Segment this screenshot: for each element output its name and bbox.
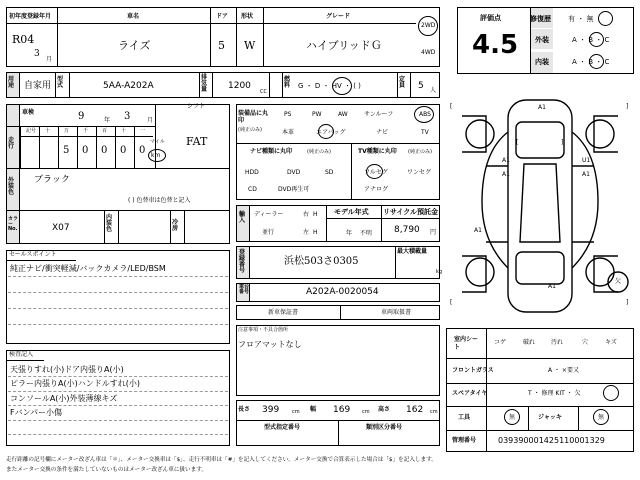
import-left-h: H: [313, 229, 318, 236]
tv-fullseg: フルセグ: [364, 169, 388, 176]
spare-tire-value: T ・ 修理 KIT ・ 欠: [528, 390, 581, 397]
mileage-digit-label: 千: [83, 128, 89, 134]
length-label: 長さ: [238, 406, 251, 413]
reg-month: 3: [34, 49, 40, 59]
equip-ps: PS: [284, 111, 292, 118]
class-label: 類別区分番号: [366, 424, 403, 431]
doors-label: ドア: [216, 13, 228, 20]
jack-label: ジャッキ: [538, 414, 562, 421]
tv-analog: アナログ: [364, 186, 389, 193]
equip-navi: ナビ: [376, 129, 389, 136]
color-no-label: カラーNo.: [8, 216, 19, 232]
mileage-digit: 0: [120, 145, 127, 156]
equip-tv: TV: [421, 129, 429, 136]
equip-leather: 本革: [282, 129, 295, 136]
import-label: 輸入: [239, 211, 246, 224]
mileage-digit-label: 十: [121, 128, 127, 134]
interior-seat-label: 室内シート: [454, 336, 479, 352]
footer-line-2: またメーター交換の条件を満たしていないものはメーター改ざん車に扱います。: [6, 467, 207, 473]
height-label: 高さ: [378, 406, 391, 413]
shift-value: FAT: [186, 135, 208, 148]
mile-unit: マイル: [150, 139, 165, 145]
height-unit: cm: [430, 409, 438, 415]
seat-burn: コゲ: [494, 339, 507, 346]
equip-pw: PW: [312, 111, 322, 118]
length-value: 399: [262, 405, 280, 415]
grade-value: ハイブリッドＧ: [306, 39, 382, 52]
drive-4wd: 4WD: [421, 49, 436, 56]
row2-box: [6, 72, 440, 98]
repair-options: 有 ・ 無: [568, 15, 594, 23]
mileage-digit-label: 一: [140, 128, 146, 134]
manual: 車両取扱書: [381, 309, 412, 316]
tools-circle: [504, 409, 520, 425]
model-label: 型式: [57, 76, 64, 89]
model-value: 5AA-A202A: [103, 81, 154, 91]
displacement-value: 1200: [228, 81, 251, 91]
import-right: 右: [303, 211, 310, 218]
max-load-unit: kg: [436, 269, 443, 275]
height-value: 162: [406, 405, 424, 415]
model-year-value: 年 不明: [346, 230, 372, 237]
navi-dvd-play: DVD再生可: [278, 186, 310, 193]
fuel-label: 燃料: [284, 76, 291, 89]
fullseg-circle: [366, 164, 383, 179]
score-label: 評価点: [480, 14, 501, 22]
interior-label: 内装: [535, 58, 549, 66]
notes-label: 注意事項・不具合箇所: [238, 327, 289, 333]
diagram-label-tire: A1: [474, 227, 482, 234]
svg-text:[: [: [450, 299, 453, 306]
tv-sub: (純正のみ): [408, 149, 432, 155]
mileage-digit-label: 万: [64, 128, 70, 134]
equip-abs: ABS: [419, 111, 431, 118]
color-no-value: X07: [52, 223, 70, 233]
new-guarantee: 新車保証書: [268, 309, 299, 316]
shape-value: W: [244, 39, 256, 52]
mileage-digit-label: 十: [45, 128, 51, 134]
seat-hole: 穴: [582, 339, 589, 346]
interior-options: A ・ B ・ C: [572, 58, 610, 66]
equip-sunroof: サンルーフ: [364, 111, 394, 118]
diagram-label-left-1: A1: [502, 157, 510, 164]
car-diagram: [446, 92, 634, 320]
equip-airbag: エアバッグ: [316, 129, 346, 136]
fuel-circle: [332, 77, 352, 95]
inspection-year: 9: [78, 111, 85, 122]
jack-circle: [593, 409, 609, 425]
diagram-label-front: A1: [538, 104, 546, 111]
navi-label: ナビ種類に丸印: [250, 148, 293, 155]
mileage-label: 走行: [8, 137, 15, 150]
navi-hdd: HDD: [245, 169, 259, 176]
exterior-circle: [589, 32, 604, 47]
registration-value: 浜松503さ0305: [284, 256, 359, 267]
usage-value: 自家用: [24, 81, 52, 91]
svg-text:]: ]: [561, 139, 564, 146]
recycle-value: 8,790: [394, 225, 420, 235]
svg-text:[: [: [450, 103, 453, 110]
width-label: 幅: [310, 406, 317, 413]
capacity-label: 定員: [399, 76, 406, 89]
interior-color-label: 内装色: [106, 214, 113, 233]
km-circle: [148, 149, 166, 162]
score-value: 4.5: [472, 30, 519, 60]
mileage-digit-label: 百: [102, 128, 108, 134]
diagram-label-right-u1: U1: [582, 157, 591, 164]
repair-circle: [598, 11, 613, 26]
inspector-line-2: ピラー内張りA(小)ハンドルすれ(小): [10, 379, 140, 388]
management-label: 管理番号: [452, 437, 477, 444]
km-unit: km: [151, 152, 161, 159]
cc-unit: CC: [260, 89, 267, 95]
diagram-label-rear: A1: [548, 283, 556, 290]
width-unit: cm: [362, 409, 370, 415]
interior-circle: [589, 54, 604, 69]
chassis-label: 車台番号: [239, 284, 250, 295]
diagram-label-right: A1: [582, 171, 590, 178]
tv-oneseg: ワンセグ: [407, 169, 432, 176]
shape-label: 形状: [241, 13, 254, 20]
svg-text:]: ]: [626, 103, 629, 110]
inspection-month-unit: 月: [147, 117, 154, 124]
navi-dvd: DVD: [287, 169, 301, 176]
shift-label: シフト: [187, 103, 206, 110]
cooling-label: 冷房: [172, 219, 179, 232]
mileage-digit-label: 記号: [26, 128, 37, 134]
tools-value: 無: [509, 414, 516, 421]
length-unit: cm: [292, 409, 300, 415]
reg-era: R04: [12, 33, 35, 46]
usage-label: 用途: [8, 76, 15, 89]
model-year-label: モデル年式: [334, 208, 369, 216]
svg-text:[: [: [516, 139, 519, 146]
inspector-line-1: 天張りすれ(小)ドア内張りA(小): [10, 365, 124, 374]
color-label: 外装色: [8, 177, 15, 196]
person-unit: 人: [430, 87, 437, 94]
notes-text: フロアマットなし: [238, 340, 302, 349]
import-dealer: ディーラー: [254, 211, 284, 218]
seat-tear: 破れ: [523, 339, 536, 346]
import-right-h: H: [313, 211, 318, 218]
front-glass-value: A ・ ×要又: [548, 367, 579, 374]
svg-text:]: ]: [626, 299, 629, 306]
recycle-label: リサイクル預託金: [383, 208, 439, 216]
inspector-line-4: Fバンパー小傷: [10, 408, 63, 417]
displacement-label: 排気量: [201, 74, 208, 93]
equipment-label: 装備品に丸印: [238, 110, 269, 125]
max-load-label: 最大積載量: [397, 248, 428, 255]
registration-label: 登録番号: [239, 249, 246, 274]
diagram-missing: 欠: [615, 278, 622, 285]
footer-line-1: 走行距離の記号欄にメーター改ざん車は「＊」、メーター交換車は「$」、走行不明車は「#」を記入してください。メーター交換で合算表示した場合は「$」を記入します。: [6, 457, 437, 463]
import-parallel: 並行: [262, 229, 275, 236]
jack-value: 無: [598, 414, 605, 421]
sales-point-label: セールスポイント: [9, 251, 57, 258]
exterior-label: 外装: [535, 36, 549, 44]
inspector-line-3: コンソールA(小)外装薄線キズ: [10, 394, 118, 403]
navi-sub: (純正のみ): [307, 149, 331, 155]
inspection-month: 3: [124, 111, 131, 122]
airbag-circle: [318, 124, 334, 139]
drive-2wd: 2WD: [421, 22, 436, 29]
reg-month-unit: 月: [46, 56, 53, 63]
reg-label: 初年度登録年月: [9, 13, 52, 20]
type-label: 型式指定番号: [264, 424, 301, 431]
fuel-options: G ・ D ・ HV ・ ( ): [298, 82, 361, 90]
spare-tire-label: スペアタイヤ: [452, 390, 488, 397]
seat-scratch: キズ: [605, 339, 617, 346]
grade-label: グレード: [326, 13, 351, 20]
capacity-value: 5: [418, 81, 424, 91]
front-glass-label: フロントガラス: [452, 367, 494, 374]
inspection-year-unit: 年: [104, 117, 111, 124]
notes-box: [236, 325, 440, 396]
seat-stain: 汚れ: [551, 339, 564, 346]
inspection-label: 車検: [22, 109, 35, 116]
spare-tire-circle: [603, 385, 619, 401]
sales-point-text: 純正ナビ/衝突軽減/バックカメラ/LED/BSM: [10, 264, 166, 273]
inspector-label: 検査記入: [9, 351, 34, 358]
import-left: 左: [303, 229, 310, 236]
recycle-unit: 円: [430, 229, 437, 236]
diagram-label-left-2: A1: [502, 171, 510, 178]
equipment-sub: (純正のみ): [238, 127, 262, 133]
width-value: 169: [333, 405, 351, 415]
equip-aw: AW: [338, 111, 348, 118]
tools-label: 工具: [458, 414, 471, 421]
car-name-label: 車名: [127, 13, 140, 20]
car-name: ライズ: [118, 39, 151, 52]
mileage-digit: 0: [101, 145, 108, 156]
color-note: ( ) 色替車は色替と記入: [128, 197, 191, 204]
chassis-value: A202A-0020054: [306, 287, 379, 297]
mileage-digit: 0: [139, 145, 146, 156]
exterior-options: A ・ B ・ C: [572, 36, 610, 44]
mileage-digit: 0: [82, 145, 89, 156]
tv-label: TV種類に丸印: [358, 148, 397, 155]
repair-label: 修復歴: [530, 15, 551, 23]
doors-value: 5: [218, 39, 225, 52]
color-value: ブラック: [34, 175, 70, 185]
navi-cd: CD: [248, 186, 257, 193]
management-value: 039390001425110001329: [498, 436, 605, 445]
mileage-digit: 5: [63, 145, 70, 156]
abs-circle: [414, 106, 434, 123]
navi-sd: SD: [325, 169, 334, 176]
